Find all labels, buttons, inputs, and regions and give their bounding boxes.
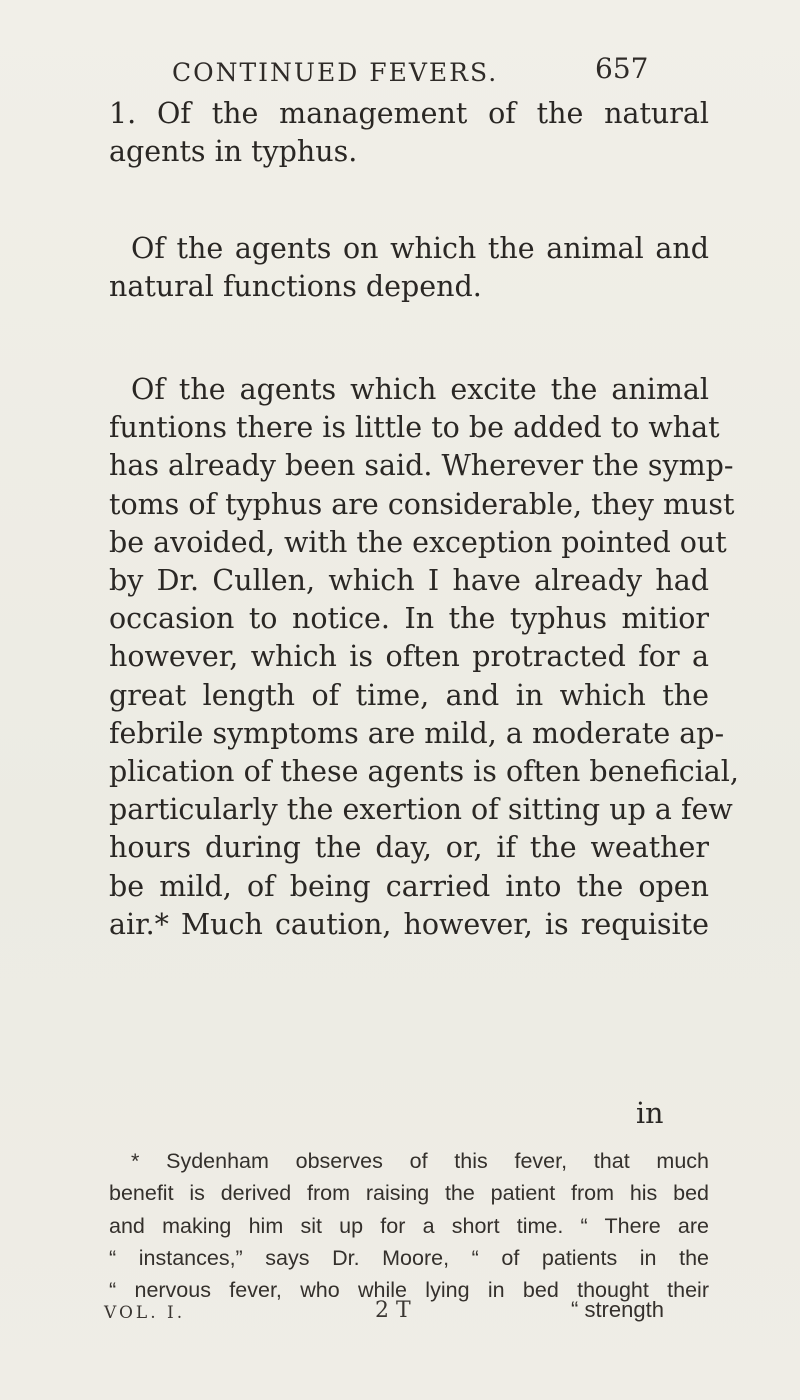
body-paragraph <box>109 371 739 944</box>
body-line: hours during the day, or, if the weather <box>109 831 709 865</box>
body-line: air.* Much caution, however, is requisite <box>109 907 709 941</box>
footnote-line: * Sydenham observes of this fever, that much <box>131 1149 709 1173</box>
body-line: occasion to notice. In the typhus mitior <box>109 602 709 636</box>
footnote-catchword: “ strength <box>571 1297 664 1322</box>
body-catchword: in <box>636 1097 664 1130</box>
body-line: toms of typhus are considerable, they must <box>109 487 735 521</box>
body-line: particularly the exertion of sitting up a few <box>109 793 733 827</box>
subsection-heading <box>109 230 709 306</box>
body-line: by Dr. Cullen, which I have already had <box>109 564 709 598</box>
body-line: plication of these agents is often beneficial, <box>109 755 739 789</box>
volume-signature: VOL. I. <box>104 1303 186 1323</box>
footnote-line: and making him sit up for a short time. “ There are <box>109 1213 709 1238</box>
signature-mark: 2 T <box>375 1298 411 1323</box>
body-line: great length of time, and in which the <box>109 678 709 712</box>
body-line: funtions there is little to be added to what <box>109 411 720 445</box>
body-line: Of the agents which excite the animal <box>131 373 709 406</box>
subheading-line: Of the agents on which the animal and <box>131 232 709 265</box>
body-line: febrile symptoms are mild, a moderate ap- <box>109 716 725 750</box>
page-number: 657 <box>595 52 649 85</box>
body-line: has already been said. Wherever the symp- <box>109 449 734 483</box>
footnote-line: benefit is derived from raising the patient from his bed <box>109 1181 709 1206</box>
body-line: be avoided, with the exception pointed out <box>109 525 727 559</box>
footnote <box>109 1145 709 1306</box>
footnote-line: “ nervous fever, who while lying in bed thought their <box>109 1278 709 1303</box>
body-line: be mild, of being carried into the open <box>109 869 709 903</box>
heading-line: 1. Of the management of the natural <box>109 97 709 130</box>
heading-line: agents in typhus. <box>109 135 358 169</box>
section-heading <box>109 95 709 171</box>
footnote-line: “ instances,” says Dr. Moore, “ of patients in the <box>109 1245 709 1270</box>
subheading-line: natural functions depend. <box>109 270 482 304</box>
body-line: however, which is often protracted for a <box>109 640 709 674</box>
running-head: CONTINUED FEVERS. <box>172 58 499 87</box>
